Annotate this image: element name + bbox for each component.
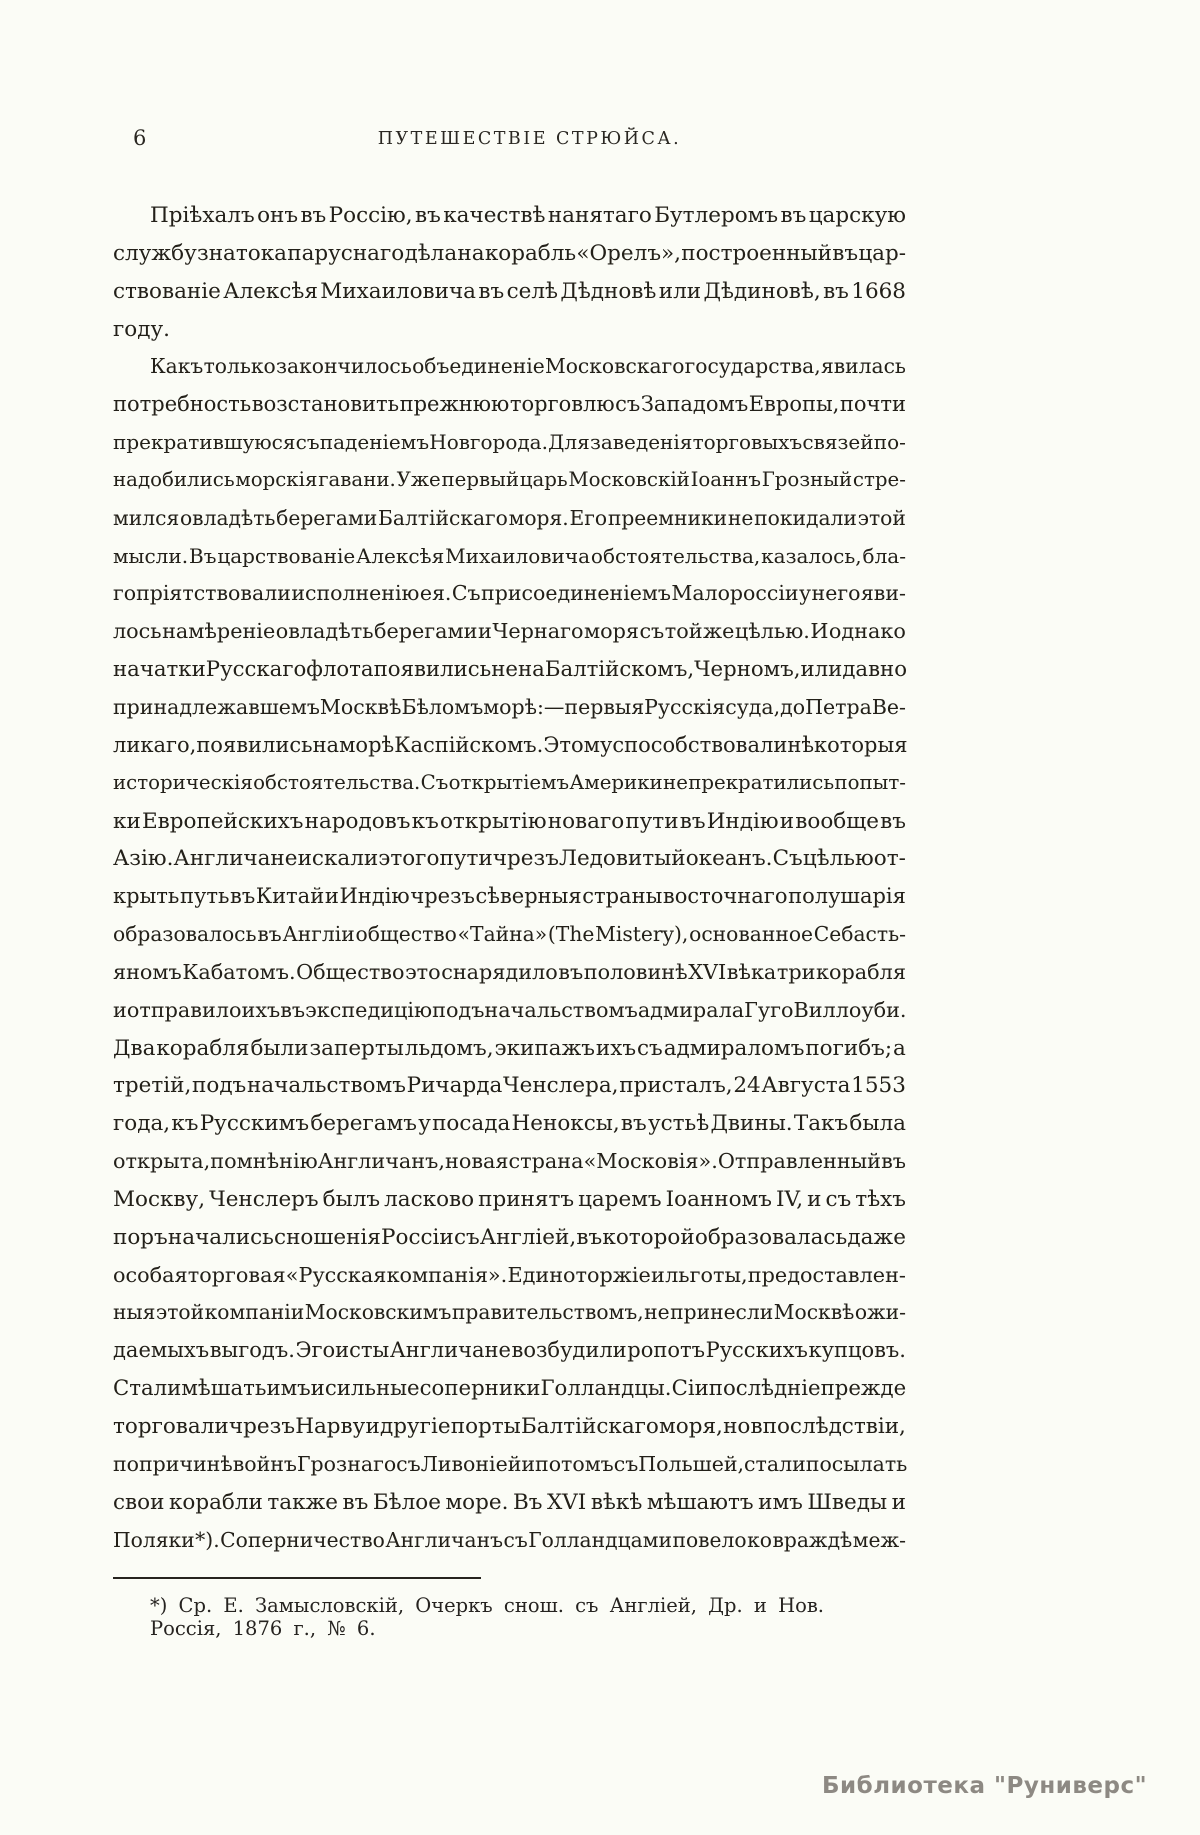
text-line: Поляки *). Соперничество Англичанъ съ Голландцами повело ко враждѣ меж-	[113, 1527, 906, 1552]
text-line: принадлежавшемъ Москвѣ Бѣломъ морѣ:—первыя Русскія суда, до Петра Ве-	[113, 694, 906, 719]
text-line: года, къ Русскимъ берегамъ у посада Неноксы, въ устьѣ Двины. Такъ была	[113, 1111, 906, 1137]
running-head-title: ПУТЕШЕСТВІЕ СТРЮЙСА.	[377, 129, 682, 149]
text-line: Пріѣхалъ онъ въ Россію, въ качествѣ нанятаго Бутлеромъ въ царскую	[150, 203, 906, 228]
text-line: свои корабли также въ Бѣлое море. Въ XVI вѣкѣ мѣшаютъ имъ Шведы и	[113, 1489, 906, 1515]
text-line: яномъ Кабатомъ. Общество это снарядило въ половинѣ XVI вѣка три корабля	[113, 959, 906, 984]
text-line: по причинѣ войнъ Грознаго съ Ливоніей и потомъ съ Польшей, стали посылать	[113, 1451, 908, 1476]
text-line: крыть путь въ Китай и Индію чрезъ сѣверныя страны восточнаго полушарія	[113, 884, 906, 909]
text-line: историческія обстоятельства. Съ открытіемъ Америки не прекратились попыт-	[113, 770, 906, 794]
text-line: ки Европейскихъ народовъ къ открытію новаго пути въ Индію и вообще въ	[113, 808, 906, 834]
text-line: начатки Русскаго флота появились не на Балтійскомъ, Черномъ, или давно	[113, 657, 907, 683]
text-line: открыта, по мнѣнію Англичанъ, новая страна «Московія». Отправленный въ	[113, 1149, 906, 1174]
text-line: службу знатока паруснаго дѣла на корабль «Орелъ», построенный въ цар-	[113, 240, 906, 266]
body-text	[113, 203, 906, 1565]
text-line: мился овладѣть берегами Балтійскаго моря. Его преемники не покидали этой	[113, 505, 906, 530]
text-line: третій, подъ начальствомъ Ричарда Ченслера, присталъ, 24 Августа 1553	[113, 1073, 906, 1099]
text-line: Москву, Ченслеръ былъ ласково принятъ царемъ Іоанномъ IV, и съ тѣхъ	[113, 1186, 906, 1212]
footnote-divider	[113, 1577, 481, 1579]
library-watermark: Библиотека "Руниверс"	[822, 1773, 1148, 1799]
footnote-text: *) Ср. Е. Замысловскій, Очеркъ снош. съ Англіей, Др. и Нов. Россія, 1876 г., № 6.	[150, 1594, 825, 1640]
text-line: мысли. Въ царствованіе Алексѣя Михаиловича обстоятельства, казалось, бла-	[113, 543, 906, 568]
text-line: ствованіе Алексѣя Михаиловича въ селѣ Дѣдновѣ или Дѣдиновѣ, въ 1668	[113, 278, 906, 304]
text-line: Азію. Англичане искали этого пути чрезъ Ледовитый океанъ. Съ цѣлью от-	[113, 846, 906, 872]
text-line: образовалось въ Англіи общество «Тайна» (The Mistery), основанное Себасть-	[113, 922, 906, 947]
text-line: Какъ только закончилось объединеніе Московскаго государства, явилась	[150, 354, 906, 379]
text-line: ныя этой компаніи Московскимъ правительствомъ, не принесли Москвѣ ожи-	[113, 1300, 906, 1325]
page-number: 6	[133, 126, 147, 150]
text-line: прекратившуюся съ паденіемъ Новгорода. Для заведенія торговыхъ связей по-	[113, 430, 906, 455]
text-line: даемыхъ выгодъ. Эгоисты Англичане возбудили ропотъ Русскихъ купцовъ.	[113, 1338, 906, 1363]
text-line: году.	[113, 316, 170, 342]
text-line: особая торговая «Русская компанія». Единоторжіе и льготы, предоставлен-	[113, 1262, 906, 1287]
text-line: и отправило ихъ въ экспедицію подъ начальствомъ адмирала Гуго Виллоуби.	[113, 997, 907, 1022]
text-line: надобились морскія гавани. Уже первый царь Московскій Іоаннъ Грозный стре-	[113, 467, 906, 491]
text-line: Стали мѣшать имъ и сильные соперники Голландцы. Сіи послѣдніе прежде	[113, 1376, 907, 1402]
text-line: потребность возстановить прежнюю торговлю съ Западомъ Европы, почти	[113, 392, 906, 417]
text-line: поръ начались сношенія Россіи съ Англіей, въ которой образовалась даже	[113, 1224, 906, 1250]
text-line: лось намѣреніе овладѣть берегами и Чернаго моря съ той же цѣлью. И однако	[113, 619, 906, 644]
text-line: ликаго, появились на морѣ Каспійскомъ. Этому способствовали нѣкоторыя	[113, 732, 908, 757]
text-line: Два корабля были заперты льдомъ, экипажъ ихъ съ адмираломъ погибъ; а	[113, 1035, 906, 1061]
text-line: гопріятствовали исполненію ея. Съ присоединеніемъ Малороссіи у него яви-	[113, 581, 906, 606]
text-line: торговали чрезъ Нарву и другіе порты Балтійскаго моря, но впослѣдствіи,	[113, 1414, 906, 1439]
